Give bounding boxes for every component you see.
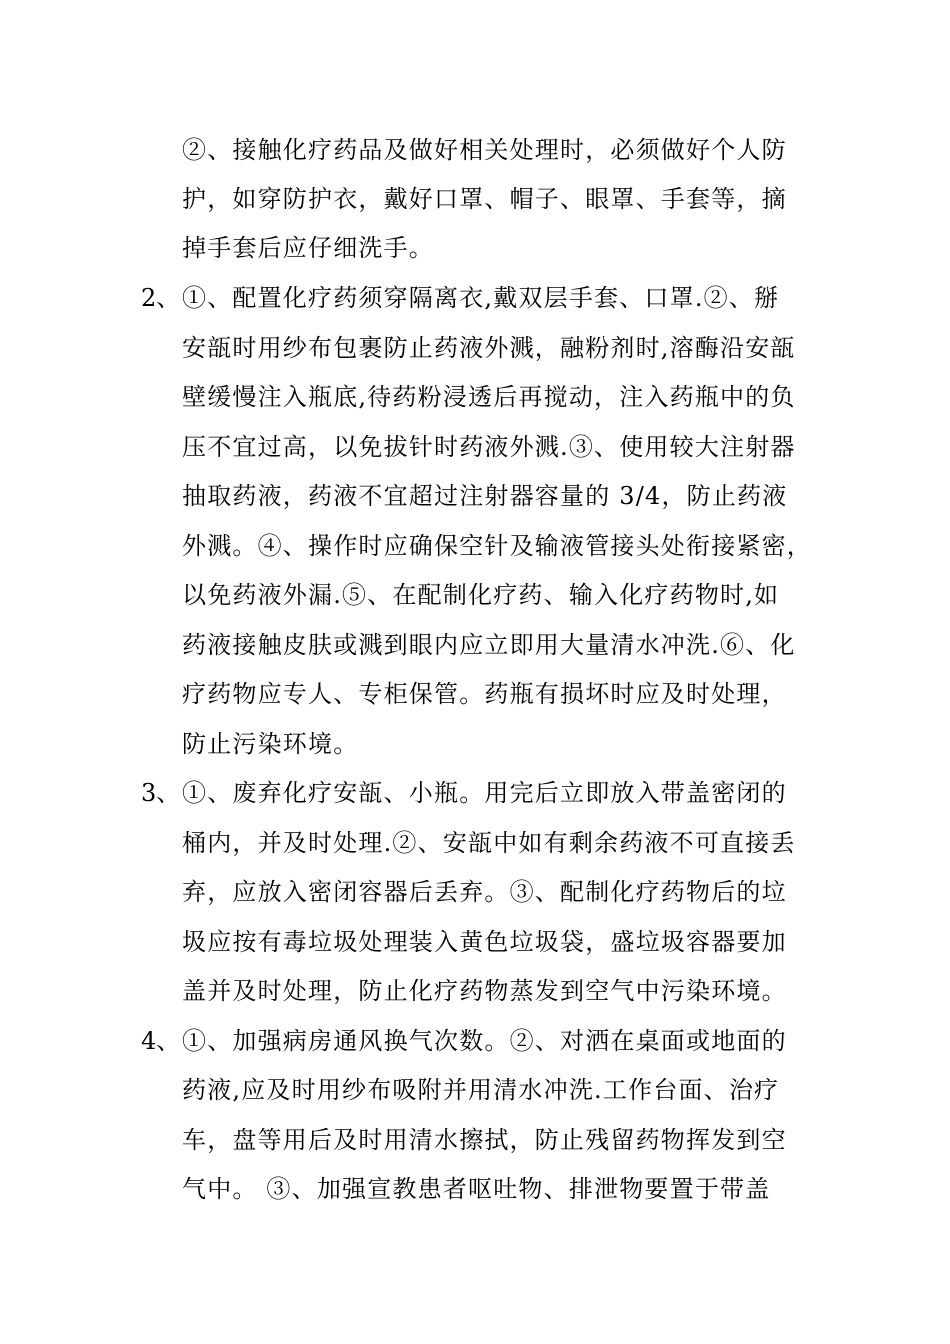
paragraph-4-line-4: 气中。 ③、加强宣教患者呕吐物、排泄物要置于带盖 [182, 1175, 771, 1203]
paragraph-3-line-2: 桶内，并及时处理.②、安瓿中如有剩余药液不可直接丢 [182, 829, 796, 857]
paragraph-2-number: 2、 [141, 284, 181, 312]
paragraph-2-line-8: 药液接触皮肤或溅到眼内应立即用大量清水冲洗.⑥、化 [182, 631, 796, 659]
paragraph-3-line-3: 弃，应放入密闭容器后丢弃。③、配制化疗药物后的垃 [182, 878, 787, 906]
paragraph-2-line-10: 防止污染环境。 [182, 730, 359, 758]
paragraph-2-line-1: ①、配置化疗药须穿隔离衣,戴双层手套、口罩.②、掰 [182, 284, 780, 312]
paragraph-3-line-4: 圾应按有毒垃圾处理装入黄色垃圾袋，盛垃圾容器要加 [182, 928, 787, 956]
paragraph-2-line-6: 外溅。④、操作时应确保空针及输液管接头处衔接紧密， [182, 532, 812, 560]
paragraph-2-line-7: 以免药液外漏.⑤、在配制化疗药、输入化疗药物时,如 [182, 581, 780, 609]
paragraph-2-line-2: 安瓿时用纱布包裹防止药液外溅，融粉剂时,溶酶沿安瓿 [182, 334, 796, 362]
paragraph-1-line-1: ②、接触化疗药品及做好相关处理时，必须做好个人防 [182, 136, 787, 164]
paragraph-1-line-3: 掉手套后应仔细洗手。 [182, 234, 434, 262]
paragraph-2-line-3: 壁缓慢注入瓶底,待药粉浸透后再搅动，注入药瓶中的负 [182, 383, 796, 411]
paragraph-4-line-2: 药液,应及时用纱布吸附并用清水冲洗.工作台面、治疗 [182, 1076, 780, 1104]
paragraph-3-number: 3、 [141, 779, 181, 807]
paragraph-4-number: 4、 [141, 1027, 181, 1055]
paragraph-4-line-1: ①、加强病房通风换气次数。②、对洒在桌面或地面的 [182, 1027, 787, 1055]
paragraph-2-line-9: 疗药物应专人、专柜保管。药瓶有损坏时应及时处理， [182, 680, 787, 708]
paragraph-4-line-3: 车，盘等用后及时用清水擦拭，防止残留药物挥发到空 [182, 1126, 787, 1154]
paragraph-3-line-5: 盖并及时处理，防止化疗药物蒸发到空气中污染环境。 [182, 977, 787, 1005]
paragraph-2-line-5: 抽取药液，药液不宜超过注射器容量的 3/4，防止药液 [182, 482, 788, 510]
paragraph-1-line-2: 护，如穿防护衣，戴好口罩、帽子、眼罩、手套等，摘 [182, 185, 787, 213]
paragraph-3-line-1: ①、废弃化疗安瓿、小瓶。用完后立即放入带盖密闭的 [182, 779, 787, 807]
paragraph-2-line-4: 压不宜过高，以免拔针时药液外溅.③、使用较大注射器 [182, 433, 796, 461]
